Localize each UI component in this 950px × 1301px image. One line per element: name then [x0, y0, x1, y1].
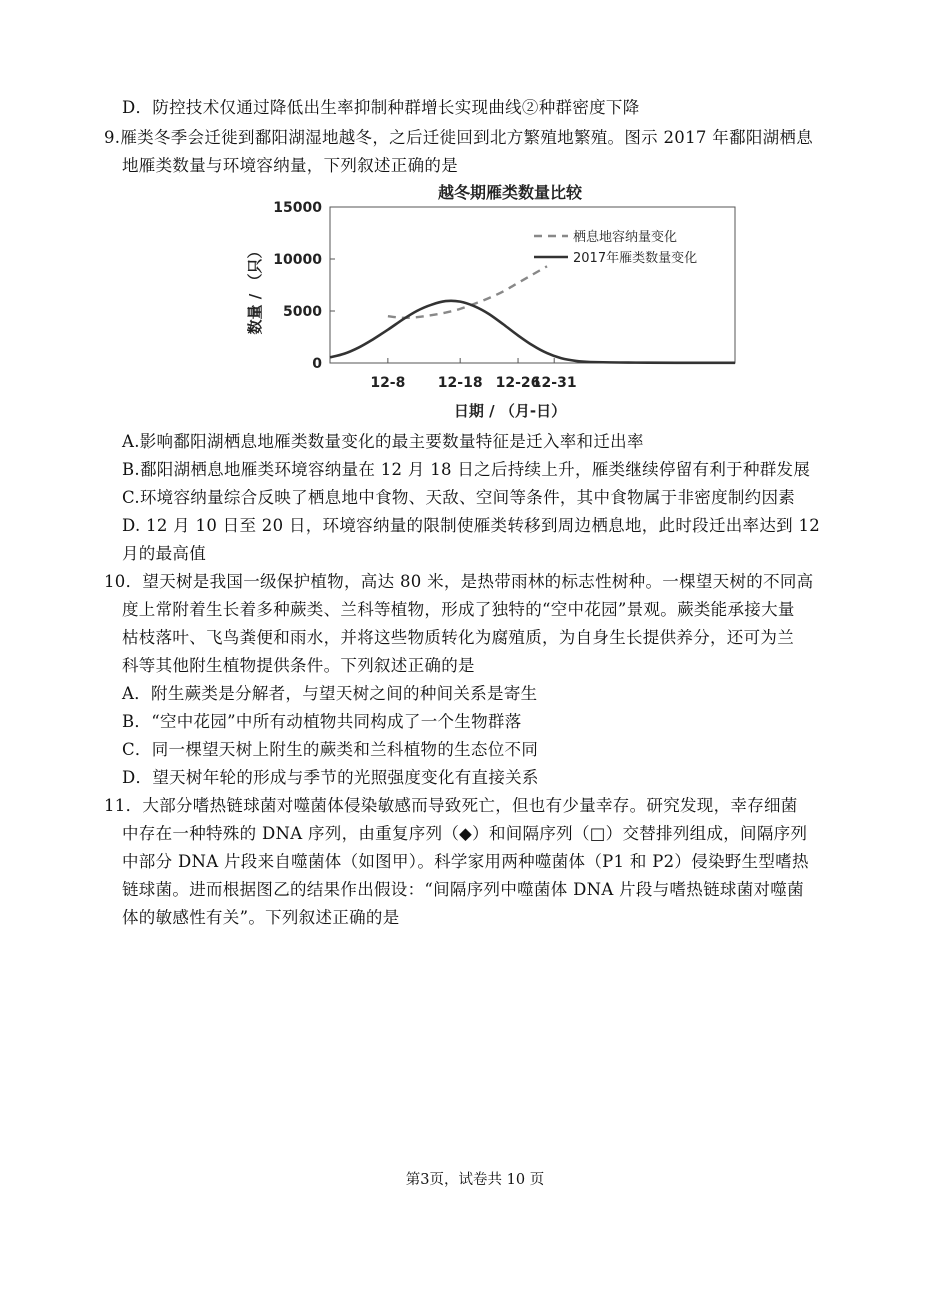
chart-legend: [534, 229, 697, 266]
q10-option-b: B．“空中花园”中所有动植物共同构成了一个生物群落: [122, 712, 522, 731]
q10-option-a: A．附生蕨类是分解者，与望天树之间的种间关系是寄生: [122, 684, 538, 703]
q11-stem-line-4: 链球菌。进而根据图乙的结果作出假设：“间隔序列中噬菌体 DNA 片段与嗜热链球菌对噬菌: [122, 880, 804, 899]
q11-stem-line-3: 中部分 DNA 片段来自噬菌体（如图甲）。科学家用两种噬菌体（P1 和 P2）侵染野生型嗜热: [122, 852, 809, 871]
q9-option-c: C.环境容纳量综合反映了栖息地中食物、天敌、空间等条件，其中食物属于非密度制约因素: [122, 488, 796, 507]
chart-title: 越冬期雁类数量比较: [437, 183, 583, 202]
q11-stem-line-5: 体的敏感性有关”。下列叙述正确的是: [122, 908, 400, 927]
y-tick-label: 0: [312, 356, 322, 372]
q9-stem-line-1: 9.雁类冬季会迁徙到鄱阳湖湿地越冬，之后迁徙回到北方繁殖地繁殖。图示 2017 年鄱阳湖栖息: [104, 128, 814, 147]
q9-stem-line-2: 地雁类数量与环境容纳量，下列叙述正确的是: [122, 156, 458, 175]
q9-option-a: A.影响鄱阳湖栖息地雁类数量变化的最主要数量特征是迁入率和迁出率: [122, 432, 644, 451]
q9-option-d: D. 12 月 10 日至 20 日，环境容纳量的限制使雁类转移到周边栖息地，此时段迁出率达到 12: [122, 516, 821, 535]
q10-stem-line-3: 枯枝落叶、飞鸟粪便和雨水，并将这些物质转化为腐殖质，为自身生长提供养分，还可为兰: [122, 628, 794, 647]
x-tick-label: 12-26: [495, 375, 541, 391]
population-chart: [238, 176, 748, 424]
legend-label-capacity: 栖息地容纳量变化: [573, 230, 678, 245]
q10-option-d: D．望天树年轮的形成与季节的光照强度变化有直接关系: [122, 768, 539, 787]
q10-stem-line-1: 10．望天树是我国一级保护植物，高达 80 米，是热带雨林的标志性树种。一棵望天树的不同高: [104, 572, 814, 591]
chart-series-layer: [330, 266, 735, 363]
y-tick-label: 5000: [283, 304, 322, 320]
q8-option-d: D．防控技术仅通过降低出生率抑制种群增长实现曲线②种群密度下降: [122, 98, 640, 117]
series-line-capacity: [388, 266, 547, 318]
legend-label-population: 2017年雁类数量变化: [573, 251, 698, 266]
q10-stem-line-2: 度上常附着生长着多种蕨类、兰科等植物，形成了独特的“空中花园”景观。蕨类能承接大量: [122, 600, 795, 619]
y-tick-label: 15000: [273, 200, 322, 216]
x-tick-label: 12-18: [437, 375, 483, 391]
q11-stem-line-1: 11．大部分嗜热链球菌对噬菌体侵染敏感而导致死亡，但也有少量幸存。研究发现，幸存细菌: [104, 796, 798, 815]
q9-option-b: B.鄱阳湖栖息地雁类环境容纳量在 12 月 18 日之后持续上升，雁类继续停留有利于种群发展: [122, 460, 811, 479]
q10-stem-line-4: 科等其他附生植物提供条件。下列叙述正确的是: [122, 656, 475, 675]
y-tick-label: 10000: [273, 252, 322, 268]
chart-ylabel: 数量 / （只）: [246, 243, 264, 335]
q10-option-c: C．同一棵望天树上附生的蕨类和兰科植物的生态位不同: [122, 740, 539, 759]
series-line-population: [330, 301, 735, 363]
q11-stem-line-2: 中存在一种特殊的 DNA 序列，由重复序列（◆）和间隔序列（□）交替排列组成，间隔序列: [122, 824, 808, 843]
q9-option-d-cont: 月的最高值: [122, 544, 206, 563]
x-tick-label: 12-31: [531, 375, 577, 391]
x-tick-label: 12-8: [370, 375, 406, 391]
chart-xlabel: 日期 / （月-日）: [453, 402, 567, 420]
page-footer: 第3页，试卷共 10 页: [405, 1172, 545, 1188]
